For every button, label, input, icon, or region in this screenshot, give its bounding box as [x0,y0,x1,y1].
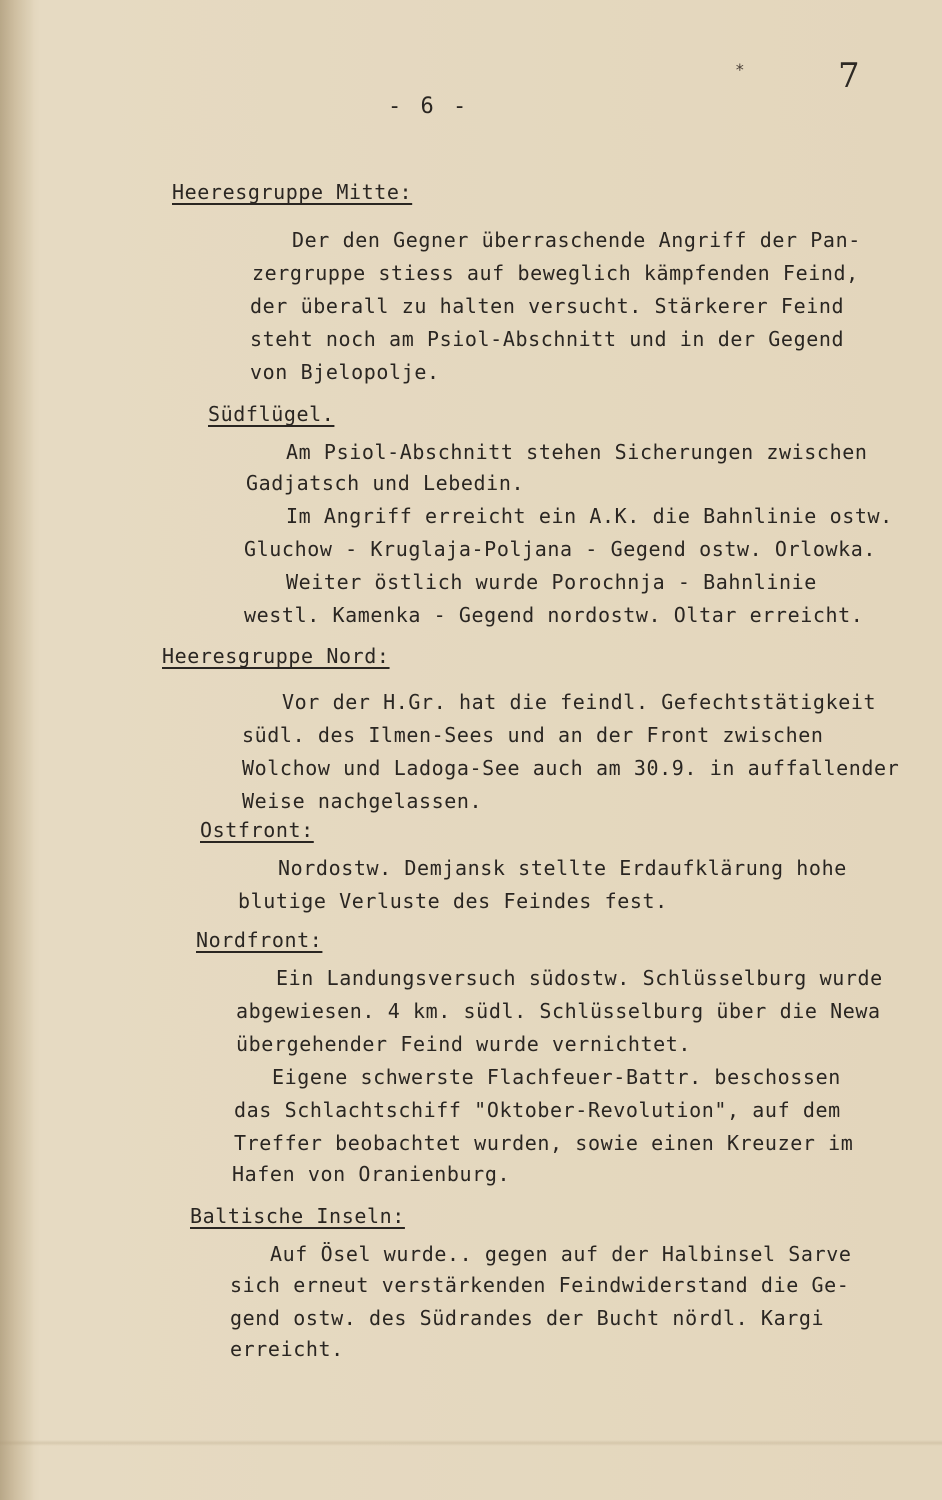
section-heading: Ostfront: [200,818,314,842]
text-line: südl. des Ilmen-Sees und an der Front zwischen [242,723,824,747]
page-fold [0,1440,942,1500]
text-line: von Bjelopolje. [250,360,440,384]
text-line: Eigene schwerste Flachfeuer-Battr. beschossen [272,1065,841,1089]
text-line: blutige Verluste des Feindes fest. [238,889,668,913]
page-number: - 6 - [388,94,470,119]
margin-mark: * [735,60,745,79]
text-line: Weiter östlich wurde Porochnja - Bahnlinie [286,570,817,594]
text-line: Am Psiol-Abschnitt stehen Sicherungen zwischen [286,440,868,464]
text-line: der überall zu halten versucht. Stärkerer Feind [250,294,845,318]
text-line: übergehender Feind wurde vernichtet. [236,1032,692,1056]
text-line: gend ostw. des Südrandes der Bucht nördl. Kargi [230,1306,825,1330]
folio-number: 7 [838,56,860,96]
text-line: abgewiesen. 4 km. südl. Schlüsselburg über die Newa [236,999,881,1023]
text-line: Gadjatsch und Lebedin. [246,471,525,495]
text-line: sich erneut verstärkenden Feindwiderstand die Ge- [230,1273,850,1297]
text-line: Der den Gegner überraschende Angriff der Pan- [292,228,861,252]
text-line: Wolchow und Ladoga-See auch am 30.9. in auffallender [242,756,900,780]
text-line: Gluchow - Kruglaja-Poljana - Gegend ostw. Orlowka. [244,537,877,561]
section-heading: Nordfront: [196,928,323,952]
text-line: Treffer beobachtet wurden, sowie einen Kreuzer im [234,1131,854,1155]
text-line: das Schlachtschiff "Oktober-Revolution", auf dem [234,1098,841,1122]
text-line: Im Angriff erreicht ein A.K. die Bahnlinie ostw. [286,504,893,528]
text-line: steht noch am Psiol-Abschnitt und in der Gegend [250,327,845,351]
text-line: westl. Kamenka - Gegend nordostw. Oltar erreicht. [244,603,864,627]
text-line: zergruppe stiess auf beweglich kämpfenden Feind, [252,261,859,285]
text-line: Weise nachgelassen. [242,789,483,813]
text-line: Nordostw. Demjansk stellte Erdaufklärung hohe [278,856,847,880]
section-heading: Heeresgruppe Mitte: [172,180,413,204]
section-heading: Baltische Inseln: [190,1204,405,1228]
text-line: Vor der H.Gr. hat die feindl. Gefechtstätigkeit [282,690,877,714]
section-heading: Heeresgruppe Nord: [162,644,390,668]
text-line: Hafen von Oranienburg. [232,1162,511,1186]
section-heading: Südflügel. [208,402,335,426]
text-line: Auf Ösel wurde.. gegen auf der Halbinsel Sarve [270,1242,852,1266]
text-line: Ein Landungsversuch südostw. Schlüsselburg wurde [276,966,883,990]
text-line: erreicht. [230,1337,344,1361]
binding-edge [0,0,34,1500]
